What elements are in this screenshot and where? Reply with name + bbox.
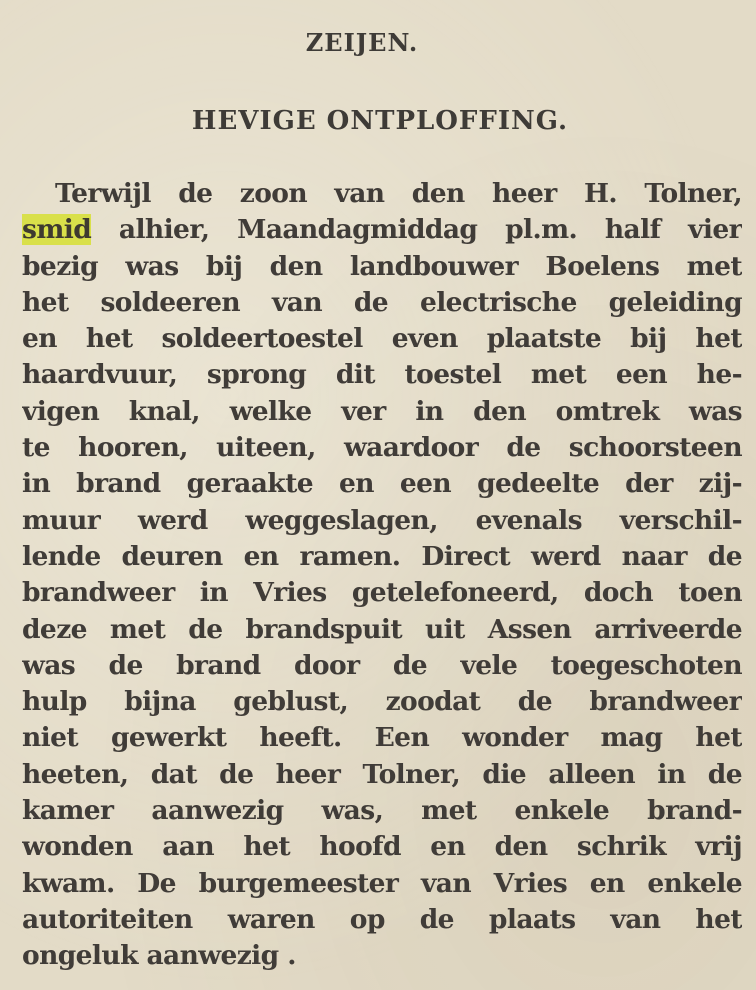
article-line-with-highlight bbox=[22, 212, 742, 248]
article-line: hulp bijna geblust, zoodat de brandweer bbox=[22, 686, 742, 718]
article-line: autoriteiten waren op de plaats van het bbox=[22, 903, 742, 935]
article-line: ongeluk aanwezig . bbox=[22, 940, 296, 972]
article-line: in brand geraakte en een gedeelte der zij- bbox=[22, 468, 742, 500]
article-line: vigen knal, welke ver in den omtrek was bbox=[22, 395, 742, 427]
section-heading: ZEIJEN. bbox=[305, 28, 419, 57]
article-line: niet gewerkt heeft. Een wonder mag het bbox=[22, 722, 742, 754]
article-line: haardvuur, sprong dit toestel met een he- bbox=[22, 359, 742, 391]
highlighted-word: smid bbox=[22, 214, 92, 246]
article-line: deze met de brandspuit uit Assen arriveerde bbox=[22, 613, 742, 645]
article-line: te hooren, uiteen, waardoor de schoorsteen bbox=[22, 432, 742, 464]
article-line: brandweer in Vries getelefoneerd, doch toen bbox=[22, 577, 742, 609]
article-line: wonden aan het hoofd en den schrik vrij bbox=[22, 831, 742, 863]
article-headline: HEVIGE ONTPLOFFING. bbox=[191, 106, 569, 136]
article-line: heeten, dat de heer Tolner, die alleen in de bbox=[22, 758, 742, 790]
article-line: bezig was bij den landbouwer Boelens met bbox=[22, 250, 742, 282]
article-line: lende deuren en ramen. Direct werd naar de bbox=[22, 540, 742, 572]
article-line-text: alhier, Maandagmiddag pl.m. half vier bbox=[118, 214, 742, 246]
article-line: kwam. De burgemeester van Vries en enkele bbox=[22, 867, 742, 899]
article-line: kamer aanwezig was, met enkele brand- bbox=[22, 795, 742, 827]
article-line: was de brand door de vele toegeschoten bbox=[22, 649, 742, 681]
article-line: het soldeeren van de electrische geleiding bbox=[22, 286, 742, 318]
article-line: muur werd weggeslagen, evenals verschil- bbox=[22, 504, 742, 536]
article-body bbox=[22, 176, 742, 975]
article-line: Terwijl de zoon van den heer H. Tolner, bbox=[55, 178, 742, 209]
article-line: en het soldeertoestel even plaatste bij het bbox=[22, 323, 742, 355]
